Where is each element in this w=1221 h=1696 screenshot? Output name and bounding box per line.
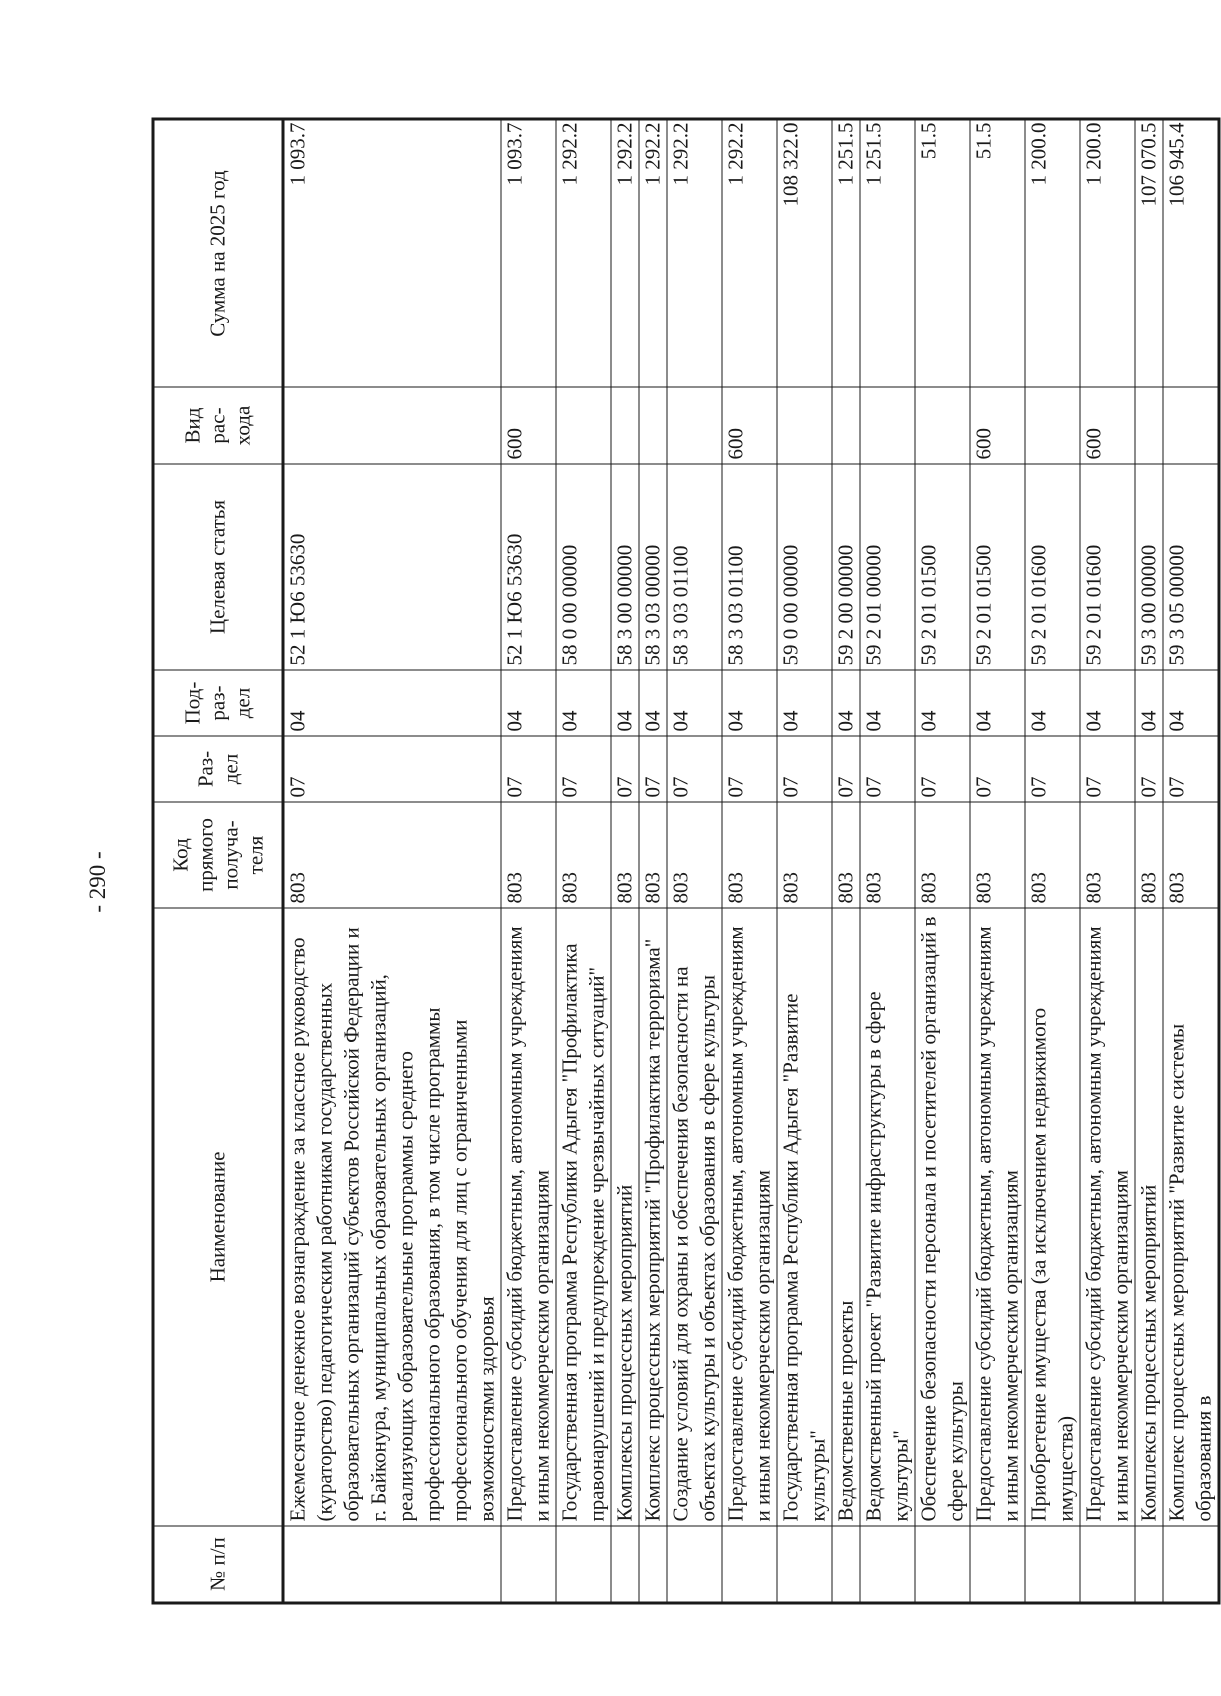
cell-sum: 1 093.7	[501, 119, 556, 387]
cell-vid	[1135, 387, 1163, 464]
cell-code: 803	[667, 802, 722, 908]
cell-sum: 1 251.5	[832, 119, 860, 387]
column-header-num: № п/п	[153, 1526, 283, 1603]
column-header-vid: Вид рас-хода	[153, 387, 283, 464]
cell-podrazdel: 04	[860, 670, 915, 736]
table-row	[1080, 119, 1135, 1603]
cell-podrazdel: 04	[970, 670, 1025, 736]
cell-num	[1135, 1526, 1163, 1603]
cell-num	[501, 1526, 556, 1603]
cell-sum: 1 093.7	[283, 119, 501, 387]
cell-name: Предоставление субсидий бюджетным, автономным учреждениям и иным некоммерческим организациям	[970, 908, 1025, 1526]
cell-num	[611, 1526, 639, 1603]
cell-sum: 108 322.0	[777, 119, 832, 387]
cell-podrazdel: 04	[777, 670, 832, 736]
cell-razdel: 07	[611, 736, 639, 802]
cell-vid	[611, 387, 639, 464]
cell-razdel: 07	[283, 736, 501, 802]
cell-target: 59 2 00 00000	[832, 464, 860, 670]
cell-sum: 1 292.2	[556, 119, 611, 387]
cell-target: 58 0 00 00000	[556, 464, 611, 670]
cell-podrazdel: 04	[1025, 670, 1080, 736]
cell-vid	[639, 387, 667, 464]
cell-vid: 600	[722, 387, 777, 464]
cell-podrazdel: 04	[667, 670, 722, 736]
cell-sum: 51.5	[970, 119, 1025, 387]
cell-name: Комплекс процессных мероприятий "Развитие системы образования в	[1163, 908, 1219, 1526]
cell-name: Предоставление субсидий бюджетным, автономным учреждениям и иным некоммерческим организациям	[722, 908, 777, 1526]
table-row	[667, 119, 722, 1603]
cell-vid	[832, 387, 860, 464]
cell-target: 58 3 03 01100	[722, 464, 777, 670]
cell-code: 803	[915, 802, 970, 908]
table-row	[1025, 119, 1080, 1603]
cell-podrazdel: 04	[611, 670, 639, 736]
cell-target: 52 1 Ю6 53630	[283, 464, 501, 670]
cell-code: 803	[722, 802, 777, 908]
table-row	[915, 119, 970, 1603]
column-header-name: Наименование	[153, 908, 283, 1526]
cell-podrazdel: 04	[1163, 670, 1219, 736]
cell-code: 803	[556, 802, 611, 908]
cell-razdel: 07	[667, 736, 722, 802]
cell-name: Государственная программа Республики Адыгея "Профилактика правонарушений и предупреждение чрезвычайных ситуаций"	[556, 908, 611, 1526]
cell-code: 803	[639, 802, 667, 908]
cell-name: Комплексы процессных мероприятий	[1135, 908, 1163, 1526]
cell-code: 803	[1135, 802, 1163, 908]
cell-razdel: 07	[722, 736, 777, 802]
cell-sum: 1 200.0	[1025, 119, 1080, 387]
cell-name: Приобретение имущества (за исключением недвижимого имущества)	[1025, 908, 1080, 1526]
cell-vid	[1163, 387, 1219, 464]
cell-sum: 1 292.2	[667, 119, 722, 387]
cell-num	[667, 1526, 722, 1603]
cell-vid	[1025, 387, 1080, 464]
cell-code: 803	[1080, 802, 1135, 908]
cell-name: Государственная программа Республики Адыгея "Развитие культуры"	[777, 908, 832, 1526]
cell-razdel: 07	[915, 736, 970, 802]
cell-name: Создание условий для охраны и обеспечения безопасности на объектах культуры и объектах образования в сфере культуры	[667, 908, 722, 1526]
cell-code: 803	[501, 802, 556, 908]
cell-target: 52 1 Ю6 53630	[501, 464, 556, 670]
cell-sum: 107 070.5	[1135, 119, 1163, 387]
cell-razdel: 07	[1163, 736, 1219, 802]
cell-num	[832, 1526, 860, 1603]
column-header-code: Код прямого получа-теля	[153, 802, 283, 908]
cell-num	[777, 1526, 832, 1603]
cell-razdel: 07	[639, 736, 667, 802]
cell-vid: 600	[970, 387, 1025, 464]
table-header-row	[153, 119, 283, 1603]
column-header-razdel: Раз-дел	[153, 736, 283, 802]
column-header-target: Целевая статья	[153, 464, 283, 670]
cell-podrazdel: 04	[1080, 670, 1135, 736]
page-number: - 290 -	[85, 851, 110, 913]
table-body	[283, 119, 1219, 1603]
cell-name: Обеспечение безопасности персонала и посетителей организаций в сфере культуры	[915, 908, 970, 1526]
table-row	[556, 119, 611, 1603]
cell-target: 59 2 01 01600	[1080, 464, 1135, 670]
table-row	[501, 119, 556, 1603]
cell-razdel: 07	[556, 736, 611, 802]
table-row	[860, 119, 915, 1603]
cell-name: Ведомственный проект "Развитие инфраструктуры в сфере культуры"	[860, 908, 915, 1526]
cell-sum: 1 292.2	[639, 119, 667, 387]
cell-target: 58 3 03 00000	[639, 464, 667, 670]
cell-name: Комплексы процессных мероприятий	[611, 908, 639, 1526]
cell-name: Комплекс процессных мероприятий "Профилактика терроризма"	[639, 908, 667, 1526]
cell-num	[860, 1526, 915, 1603]
cell-name: Ведомственные проекты	[832, 908, 860, 1526]
cell-target: 59 2 01 01600	[1025, 464, 1080, 670]
cell-num	[1080, 1526, 1135, 1603]
table-row	[832, 119, 860, 1603]
cell-podrazdel: 04	[283, 670, 501, 736]
cell-target: 59 3 00 00000	[1135, 464, 1163, 670]
cell-podrazdel: 04	[832, 670, 860, 736]
cell-podrazdel: 04	[915, 670, 970, 736]
table-row	[639, 119, 667, 1603]
cell-code: 803	[611, 802, 639, 908]
cell-razdel: 07	[1025, 736, 1080, 802]
cell-vid: 600	[501, 387, 556, 464]
cell-podrazdel: 04	[722, 670, 777, 736]
table-row	[970, 119, 1025, 1603]
table-row	[283, 119, 501, 1603]
table-row	[1163, 119, 1219, 1603]
table-row	[611, 119, 639, 1603]
cell-razdel: 07	[832, 736, 860, 802]
cell-vid	[556, 387, 611, 464]
cell-razdel: 07	[1135, 736, 1163, 802]
cell-code: 803	[970, 802, 1025, 908]
cell-code: 803	[777, 802, 832, 908]
cell-razdel: 07	[1080, 736, 1135, 802]
cell-code: 803	[1163, 802, 1219, 908]
cell-code: 803	[832, 802, 860, 908]
cell-num	[970, 1526, 1025, 1603]
cell-sum: 1 200.0	[1080, 119, 1135, 387]
cell-target: 59 2 01 00000	[860, 464, 915, 670]
cell-podrazdel: 04	[501, 670, 556, 736]
cell-sum: 1 251.5	[860, 119, 915, 387]
cell-target: 59 2 01 01500	[970, 464, 1025, 670]
cell-vid	[283, 387, 501, 464]
cell-num	[639, 1526, 667, 1603]
table-row	[722, 119, 777, 1603]
cell-num	[1163, 1526, 1219, 1603]
cell-target: 58 3 00 00000	[611, 464, 639, 670]
cell-target: 59 3 05 00000	[1163, 464, 1219, 670]
cell-sum: 1 292.2	[611, 119, 639, 387]
table-row	[1135, 119, 1163, 1603]
cell-name: Ежемесячное денежное вознаграждение за классное руководство (кураторство) педагогическим работникам государственных образовательных организаций субъектов Российской Федерации и г. Байконура, муниципальных образовательных организаций, реализующих образовательные программы среднего профессионального образования, в том числе программы профессионального обучения для лиц с ограниченными возможностями здоровья	[283, 908, 501, 1526]
cell-razdel: 07	[860, 736, 915, 802]
cell-num	[1025, 1526, 1080, 1603]
column-header-podrazdel: Под-раз-дел	[153, 670, 283, 736]
cell-sum: 1 292.2	[722, 119, 777, 387]
cell-num	[283, 1526, 501, 1603]
cell-vid	[915, 387, 970, 464]
cell-sum: 51.5	[915, 119, 970, 387]
cell-code: 803	[283, 802, 501, 908]
cell-vid	[777, 387, 832, 464]
cell-razdel: 07	[501, 736, 556, 802]
cell-target: 59 2 01 01500	[915, 464, 970, 670]
cell-razdel: 07	[777, 736, 832, 802]
cell-sum: 106 945.4	[1163, 119, 1219, 387]
cell-num	[915, 1526, 970, 1603]
cell-name: Предоставление субсидий бюджетным, автономным учреждениям и иным некоммерческим организациям	[1080, 908, 1135, 1526]
cell-podrazdel: 04	[639, 670, 667, 736]
cell-name: Предоставление субсидий бюджетным, автономным учреждениям и иным некоммерческим организациям	[501, 908, 556, 1526]
cell-target: 58 3 03 01100	[667, 464, 722, 670]
cell-vid: 600	[1080, 387, 1135, 464]
cell-target: 59 0 00 00000	[777, 464, 832, 670]
table-row	[777, 119, 832, 1603]
cell-podrazdel: 04	[556, 670, 611, 736]
cell-num	[722, 1526, 777, 1603]
column-header-sum: Сумма на 2025 год	[153, 119, 283, 387]
budget-table	[152, 117, 1221, 1604]
cell-code: 803	[1025, 802, 1080, 908]
cell-podrazdel: 04	[1135, 670, 1163, 736]
budget-table-container	[152, 120, 1216, 1604]
cell-vid	[667, 387, 722, 464]
cell-num	[556, 1526, 611, 1603]
cell-razdel: 07	[970, 736, 1025, 802]
cell-code: 803	[860, 802, 915, 908]
cell-vid	[860, 387, 915, 464]
